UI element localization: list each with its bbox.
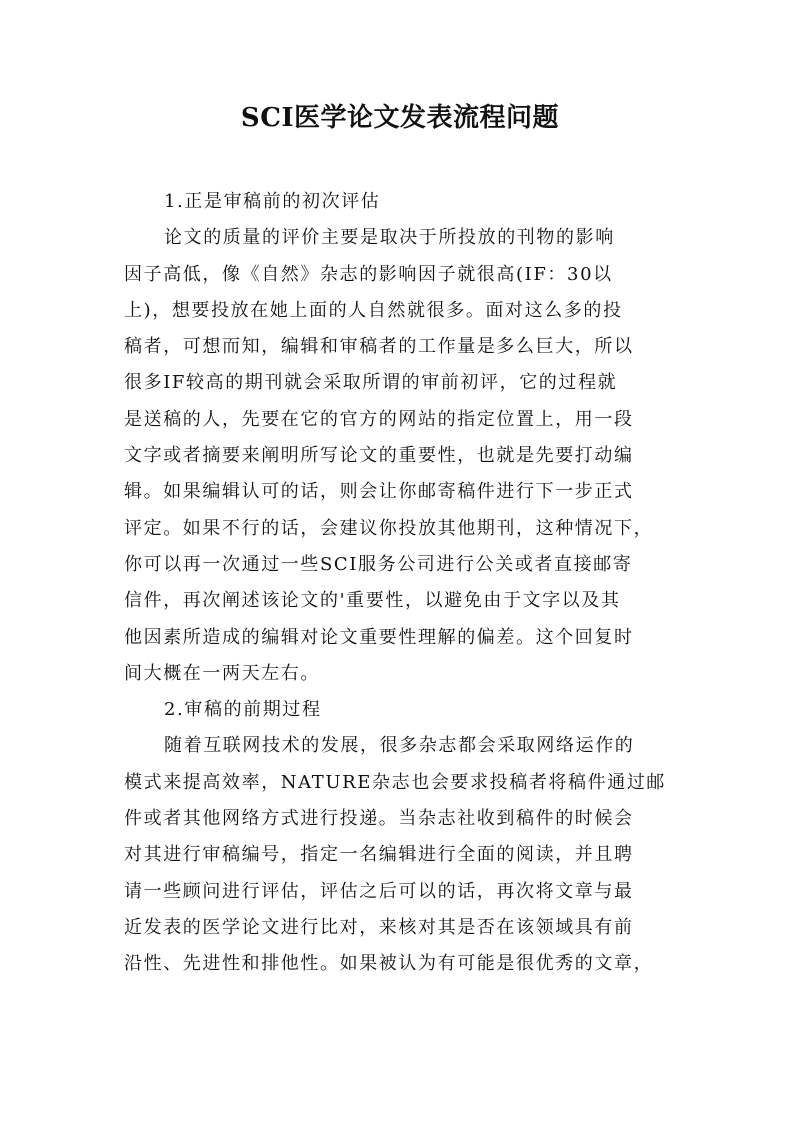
text-line: 论文的质量的评价主要是取决于所投放的刊物的影响 [164, 227, 615, 249]
text-line: 2.审稿的前期过程 [164, 699, 322, 721]
text-line: 对其进行审稿编号，指定一名编辑进行全面的阅读，并且聘 [124, 844, 634, 866]
text-line: 随着互联网技术的发展，很多杂志都会采取网络运作的 [164, 735, 635, 757]
text-line: 因子高低，像《自然》杂志的影响因子就很高(IF：30以 [124, 263, 613, 285]
text-line: 文字或者摘要来阐明所写论文的重要性，也就是先要打动编 [124, 445, 634, 467]
text-line: 辑。如果编辑认可的话，则会让你邮寄稿件进行下一步正式 [124, 481, 634, 503]
document-title: SCI医学论文发表流程问题 [240, 103, 560, 133]
text-line: 模式来提高效率，NATURE杂志也会要求投稿者将稿件通过邮 [124, 771, 667, 793]
text-line: 请一些顾问进行评估，评估之后可以的话，再次将文章与最 [124, 880, 634, 902]
text-line: 近发表的医学论文进行比对，来核对其是否在该领域具有前 [124, 916, 634, 938]
text-line: 上)，想要投放在她上面的人自然就很多。面对这么多的投 [124, 299, 623, 321]
text-line: 沿性、先进性和排他性。如果被认为有可能是很优秀的文章， [124, 953, 654, 975]
text-line: 是送稿的人，先要在它的官方的网站的指定位置上，用一段 [124, 408, 634, 430]
text-line: 他因素所造成的编辑对论文重要性理解的偏差。这个回复时 [124, 626, 634, 648]
text-line: 间大概在一两天左右。 [124, 662, 320, 684]
text-line: 件或者其他网络方式进行投递。当杂志社收到稿件的时候会 [124, 808, 634, 830]
text-line: 1.正是审稿前的初次评估 [164, 191, 381, 212]
document-body [124, 184, 679, 983]
text-line: 很多IF较高的期刊就会采取所谓的审前初评，它的过程就 [124, 372, 618, 394]
text-line: 稿者，可想而知，编辑和审稿者的工作量是多么巨大，所以 [124, 336, 634, 358]
text-line: 评定。如果不行的话，会建议你投放其他期刊，这种情况下， [124, 517, 654, 539]
text-line: 信件，再次阐述该论文的'重要性，以避免由于文字以及其 [124, 590, 621, 612]
text-line: 你可以再一次通过一些SCI服务公司进行公关或者直接邮寄 [124, 553, 633, 575]
